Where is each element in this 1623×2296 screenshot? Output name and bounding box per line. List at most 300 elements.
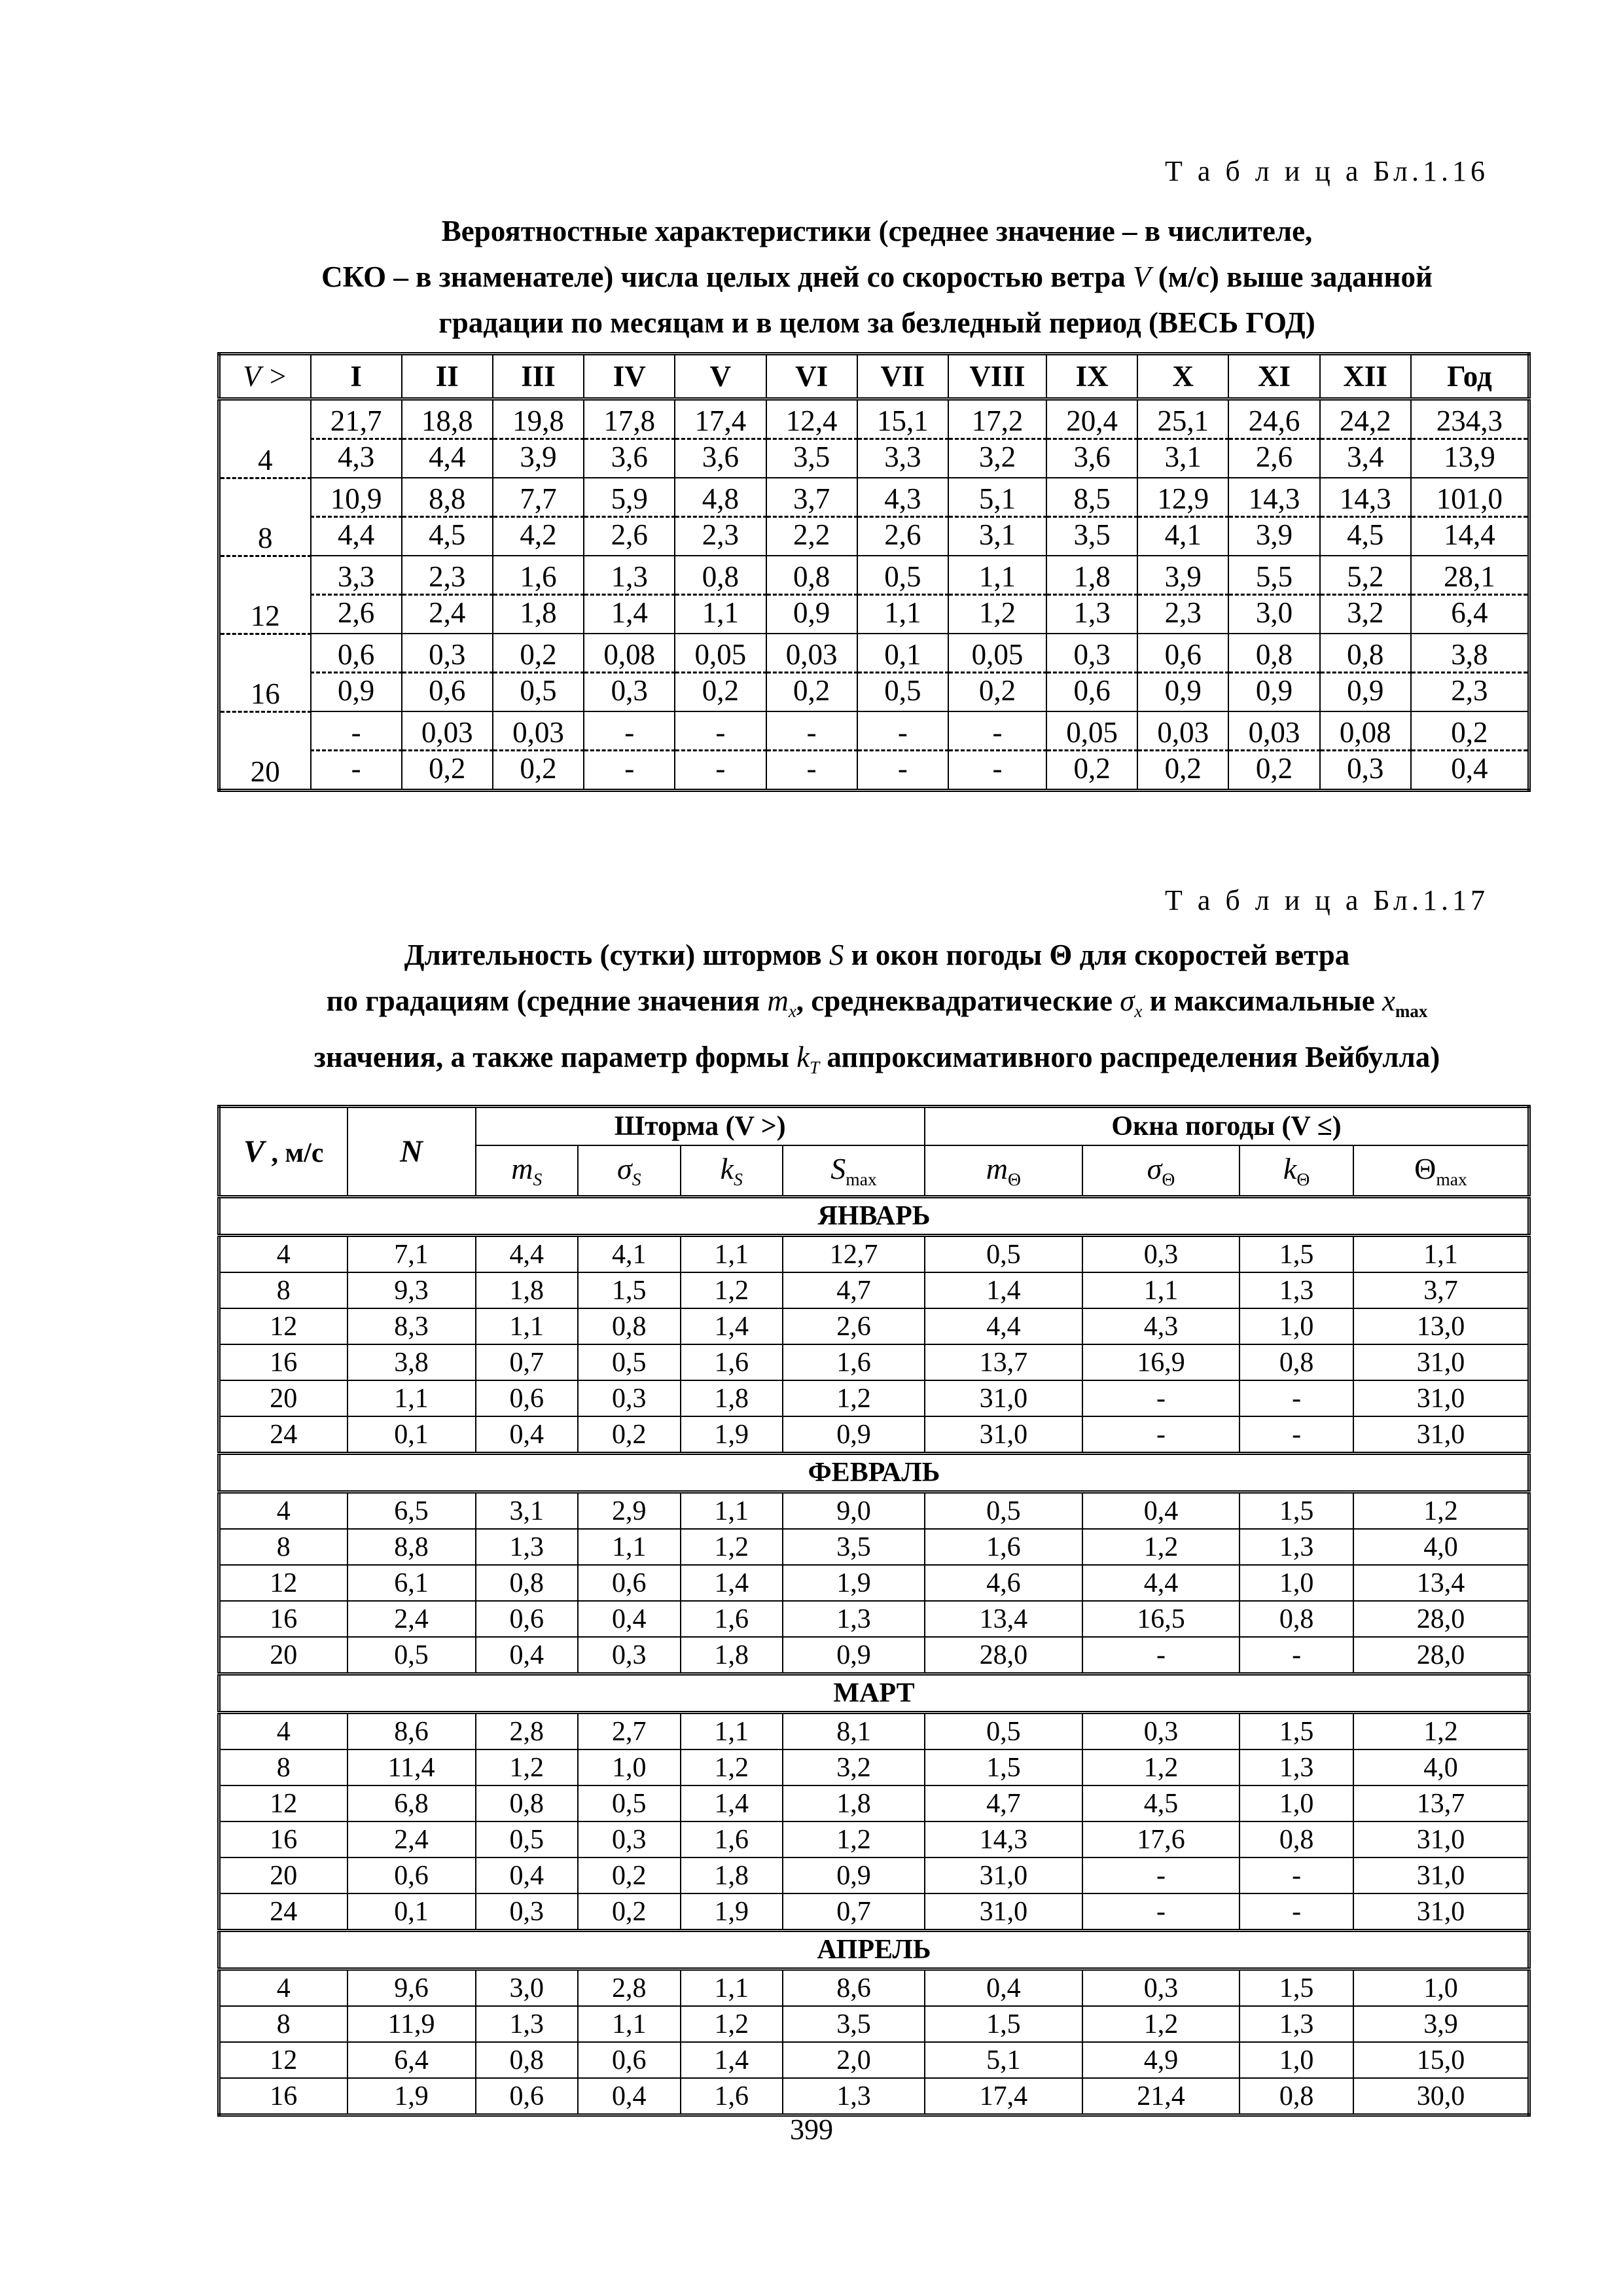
cell-sd: 3,1 xyxy=(948,517,1046,556)
table-cell: 1,1 xyxy=(681,1236,783,1273)
cell-mean: 24,2 xyxy=(1320,399,1411,439)
header-month: III xyxy=(493,354,584,399)
page-number: 399 xyxy=(790,2113,833,2145)
cell-mean: 14,3 xyxy=(1320,478,1411,517)
cell-mean: 12,9 xyxy=(1137,478,1228,517)
table-cell: 8 xyxy=(219,1272,348,1308)
cell-sd: 4,5 xyxy=(1320,517,1411,556)
cell-sd: 1,8 xyxy=(493,595,584,634)
table-row xyxy=(219,1236,1529,1273)
table-cell: 8,1 xyxy=(783,1713,925,1750)
table-cell: 3,7 xyxy=(1353,1272,1529,1308)
table-cell: 1,5 xyxy=(1240,1236,1353,1273)
cell-sd: 4,4 xyxy=(311,517,402,556)
table-row-sd xyxy=(219,673,1529,712)
cell-sd: 0,2 xyxy=(948,673,1046,712)
table-cell: 6,5 xyxy=(348,1492,476,1530)
cell-sd: 0,4 xyxy=(1411,751,1529,791)
table-cell: 2,7 xyxy=(578,1713,681,1750)
row-speed: 4 xyxy=(219,399,311,478)
table-cell: 4 xyxy=(219,1236,348,1273)
cell-sd: 3,9 xyxy=(1228,517,1319,556)
table-cell: 17,4 xyxy=(925,2078,1082,2115)
table-cell: 12 xyxy=(219,1785,348,1821)
table-cell: 1,3 xyxy=(1240,1749,1353,1785)
header-storms: Шторма (V >) xyxy=(476,1107,925,1146)
row-speed: 16 xyxy=(219,634,311,711)
table-cell: 1,8 xyxy=(476,1272,579,1308)
table-cell: 12,7 xyxy=(783,1236,925,1273)
table-cell: 1,9 xyxy=(681,1416,783,1454)
header-sub-col: $m_\Theta$ xyxy=(925,1145,1082,1197)
cell-mean: 0,03 xyxy=(1137,711,1228,751)
table-cell: 2,9 xyxy=(578,1492,681,1530)
cell-mean: 5,2 xyxy=(1320,556,1411,595)
cell-mean: 8,8 xyxy=(402,478,493,517)
table-cell: 0,5 xyxy=(925,1492,1082,1530)
table-cell: 1,0 xyxy=(578,1749,681,1785)
cell-sd: 0,6 xyxy=(1046,673,1137,712)
cell-sd: 0,2 xyxy=(675,673,766,712)
table-1-17-title xyxy=(157,932,1597,1090)
cell-sd: - xyxy=(766,751,857,791)
cell-sd: 4,2 xyxy=(493,517,584,556)
table-cell: 8,6 xyxy=(783,1969,925,2007)
cell-sd: 0,2 xyxy=(493,751,584,791)
cell-mean: 0,08 xyxy=(584,634,675,673)
header-sub-col: $\sigma_\Theta$ xyxy=(1082,1145,1240,1197)
table-row-mean xyxy=(219,399,1529,439)
table-cell: 16 xyxy=(219,1344,348,1380)
cell-mean: 0,03 xyxy=(1228,711,1319,751)
cell-mean: 17,8 xyxy=(584,399,675,439)
cell-sd: 0,9 xyxy=(311,673,402,712)
table-cell: 1,0 xyxy=(1353,1969,1529,2007)
table-row-sd xyxy=(219,595,1529,634)
table-cell: 1,2 xyxy=(476,1749,579,1785)
table-row xyxy=(219,1529,1529,1565)
table-row xyxy=(219,1601,1529,1637)
table-cell: 1,6 xyxy=(681,2078,783,2115)
table-cell: - xyxy=(1240,1380,1353,1416)
table-cell: 1,8 xyxy=(681,1637,783,1674)
cell-mean: - xyxy=(311,711,402,751)
cell-sd: 0,2 xyxy=(1228,751,1319,791)
month-heading: ФЕВРАЛЬ xyxy=(219,1454,1529,1492)
cell-mean: 0,2 xyxy=(1411,711,1529,751)
cell-mean: 10,9 xyxy=(311,478,402,517)
cell-mean: 17,2 xyxy=(948,399,1046,439)
cell-mean: 0,8 xyxy=(766,556,857,595)
table-cell: 11,9 xyxy=(348,2006,476,2042)
table-cell: 1,5 xyxy=(1240,1713,1353,1750)
header-sub-col: $k_S$ xyxy=(681,1145,783,1197)
table-cell: 0,9 xyxy=(783,1416,925,1454)
table-cell: 12 xyxy=(219,1565,348,1601)
table-cell: 4,6 xyxy=(925,1565,1082,1601)
table-cell: 3,1 xyxy=(476,1492,579,1530)
table-cell: 4 xyxy=(219,1492,348,1530)
cell-mean: 0,05 xyxy=(675,634,766,673)
table-cell: 4 xyxy=(219,1969,348,2007)
month-heading: ЯНВАРЬ xyxy=(219,1197,1529,1236)
table-cell: 1,1 xyxy=(681,1713,783,1750)
table-cell: 0,3 xyxy=(1082,1713,1240,1750)
table-cell: 0,4 xyxy=(476,1416,579,1454)
table-cell: 0,3 xyxy=(476,1893,579,1931)
cell-sd: 2,3 xyxy=(675,517,766,556)
cell-sd: 0,9 xyxy=(1137,673,1228,712)
table-1-17 xyxy=(217,1105,1531,2117)
table-cell: 3,2 xyxy=(783,1749,925,1785)
cell-sd: - xyxy=(948,751,1046,791)
table-cell: 1,1 xyxy=(578,2006,681,2042)
table-cell: 0,7 xyxy=(476,1344,579,1380)
table-cell: 0,6 xyxy=(476,1380,579,1416)
table-cell: 11,4 xyxy=(348,1749,476,1785)
table-cell: 0,5 xyxy=(578,1344,681,1380)
table-cell: 6,1 xyxy=(348,1565,476,1601)
cell-sd: 0,5 xyxy=(857,673,948,712)
header-sub-col: $\sigma_S$ xyxy=(578,1145,681,1197)
cell-mean: 0,5 xyxy=(857,556,948,595)
cell-mean: 3,3 xyxy=(311,556,402,595)
table-cell: 1,2 xyxy=(1082,1529,1240,1565)
table-row xyxy=(219,1893,1529,1931)
table-cell: 1,2 xyxy=(783,1821,925,1857)
header-sub-col: $\Theta_{max}$ xyxy=(1353,1145,1529,1197)
table-cell: 1,2 xyxy=(681,2006,783,2042)
table-cell: 1,5 xyxy=(1240,1969,1353,2007)
table-cell: 4,7 xyxy=(925,1785,1082,1821)
table-cell: 1,2 xyxy=(1082,1749,1240,1785)
cell-sd: 4,3 xyxy=(311,439,402,478)
table-cell: 4,4 xyxy=(925,1308,1082,1344)
table-cell: 0,5 xyxy=(578,1785,681,1821)
table-cell: 1,2 xyxy=(1353,1492,1529,1530)
table-cell: 0,1 xyxy=(348,1416,476,1454)
table-cell: 1,3 xyxy=(476,1529,579,1565)
table-cell: 16 xyxy=(219,1601,348,1637)
cell-sd: 1,3 xyxy=(1046,595,1137,634)
table-cell: - xyxy=(1082,1857,1240,1893)
header-month: VI xyxy=(766,354,857,399)
table-cell: 1,8 xyxy=(681,1380,783,1416)
header-month: X xyxy=(1137,354,1228,399)
cell-sd: 2,6 xyxy=(1228,439,1319,478)
table-cell: 0,5 xyxy=(476,1821,579,1857)
table-row xyxy=(219,2078,1529,2115)
table-row-mean xyxy=(219,711,1529,751)
table-cell: 0,4 xyxy=(578,1601,681,1637)
table-cell: 0,4 xyxy=(925,1969,1082,2007)
table-cell: 1,5 xyxy=(578,1272,681,1308)
table-cell: 2,6 xyxy=(783,1308,925,1344)
table-row xyxy=(219,1713,1529,1750)
table-cell: 1,3 xyxy=(476,2006,579,2042)
table-cell: 0,7 xyxy=(783,1893,925,1931)
cell-mean: 18,8 xyxy=(402,399,493,439)
table-cell: 3,5 xyxy=(783,2006,925,2042)
table-cell: 0,3 xyxy=(578,1380,681,1416)
cell-sd: 0,3 xyxy=(1320,751,1411,791)
cell-mean: 5,9 xyxy=(584,478,675,517)
header-sub-col: $m_S$ xyxy=(476,1145,579,1197)
cell-mean: 5,5 xyxy=(1228,556,1319,595)
cell-sd: 3,9 xyxy=(493,439,584,478)
table-cell: 20 xyxy=(219,1637,348,1674)
table-cell: 8 xyxy=(219,2006,348,2042)
table-row xyxy=(219,1344,1529,1380)
header-windows: Окна погоды (V ≤) xyxy=(925,1107,1529,1146)
cell-sd: 6,4 xyxy=(1411,595,1529,634)
table-cell: 13,0 xyxy=(1353,1308,1529,1344)
table-cell: 3,5 xyxy=(783,1529,925,1565)
table-row xyxy=(219,1416,1529,1454)
table-cell: 31,0 xyxy=(1353,1821,1529,1857)
table-cell: 31,0 xyxy=(925,1380,1082,1416)
header-sub-col: $S_{max}$ xyxy=(783,1145,925,1197)
table-cell: 0,2 xyxy=(578,1416,681,1454)
cell-mean: 0,03 xyxy=(766,634,857,673)
cell-mean: 0,05 xyxy=(948,634,1046,673)
table-row-sd xyxy=(219,517,1529,556)
table-cell: 1,1 xyxy=(476,1308,579,1344)
table-cell: 13,4 xyxy=(925,1601,1082,1637)
header-month: VII xyxy=(857,354,948,399)
cell-sd: 3,2 xyxy=(948,439,1046,478)
table-cell: 0,5 xyxy=(348,1637,476,1674)
table-cell: 1,4 xyxy=(681,1785,783,1821)
cell-sd: 2,4 xyxy=(402,595,493,634)
cell-sd: 4,5 xyxy=(402,517,493,556)
title-line-3: градации по месяцам и в целом за безледный период (ВЕСЬ ГОД) xyxy=(438,306,1315,339)
table-cell: 31,0 xyxy=(1353,1857,1529,1893)
table-row-mean xyxy=(219,556,1529,595)
table-cell: 1,3 xyxy=(1240,1272,1353,1308)
table-cell: 4,5 xyxy=(1082,1785,1240,1821)
table-1-17-label: Т а б л и ц а Бл.1.17 xyxy=(1164,884,1489,916)
table-cell: 8 xyxy=(219,1529,348,1565)
table-cell: 4,0 xyxy=(1353,1529,1529,1565)
table-cell: 1,1 xyxy=(681,1969,783,2007)
header-month: V xyxy=(675,354,766,399)
cell-sd: 2,6 xyxy=(584,517,675,556)
table-cell: 2,4 xyxy=(348,1601,476,1637)
table-cell: 30,0 xyxy=(1353,2078,1529,2115)
table-cell: 1,1 xyxy=(578,1529,681,1565)
cell-mean: - xyxy=(857,711,948,751)
table-cell: 3,8 xyxy=(348,1344,476,1380)
table-cell: 1,6 xyxy=(681,1821,783,1857)
table-cell: 0,8 xyxy=(1240,1344,1353,1380)
table-cell: 1,9 xyxy=(348,2078,476,2115)
table-cell: 17,6 xyxy=(1082,1821,1240,1857)
header-month: VIII xyxy=(948,354,1046,399)
table-cell: 0,4 xyxy=(476,1857,579,1893)
table-row xyxy=(219,1749,1529,1785)
cell-sd: 0,9 xyxy=(766,595,857,634)
cell-mean: 20,4 xyxy=(1046,399,1137,439)
table-cell: 4 xyxy=(219,1713,348,1750)
cell-sd: 3,2 xyxy=(1320,595,1411,634)
header-v: V , м/с xyxy=(219,1107,348,1197)
table-cell: 1,5 xyxy=(1240,1492,1353,1530)
title-line-2: по градациям (средние значения $m_x$, среднеквадратические $\sigma_x$ и максимальные $x_{max}$ xyxy=(326,984,1428,1021)
table-cell: 1,1 xyxy=(1082,1272,1240,1308)
table-cell: 1,5 xyxy=(925,1749,1082,1785)
cell-mean: 0,8 xyxy=(675,556,766,595)
header-month: IX xyxy=(1046,354,1137,399)
table-cell: 1,4 xyxy=(681,2042,783,2078)
cell-mean: 1,1 xyxy=(948,556,1046,595)
cell-mean: 3,8 xyxy=(1411,634,1529,673)
table-cell: 6,4 xyxy=(348,2042,476,2078)
cell-mean: - xyxy=(948,711,1046,751)
cell-sd: 1,4 xyxy=(584,595,675,634)
cell-sd: 3,5 xyxy=(766,439,857,478)
table-row-mean xyxy=(219,478,1529,517)
cell-mean: 0,6 xyxy=(311,634,402,673)
table-1-16 xyxy=(217,352,1531,792)
table-row xyxy=(219,1969,1529,2007)
header-month: II xyxy=(402,354,493,399)
table-cell: 3,9 xyxy=(1353,2006,1529,2042)
header-v: V > xyxy=(219,354,311,399)
table-cell: 31,0 xyxy=(925,1857,1082,1893)
table-cell: 31,0 xyxy=(1353,1344,1529,1380)
table-cell: 0,5 xyxy=(925,1236,1082,1273)
table-cell: 0,6 xyxy=(578,1565,681,1601)
table-row xyxy=(219,1272,1529,1308)
table-cell: 0,3 xyxy=(1082,1236,1240,1273)
cell-sd: 0,3 xyxy=(584,673,675,712)
table-cell: 28,0 xyxy=(925,1637,1082,1674)
title-line-1: Длительность (сутки) штормов S и окон погоды Θ для скоростей ветра xyxy=(404,939,1350,971)
table-cell: 1,5 xyxy=(925,2006,1082,2042)
table-cell: 16 xyxy=(219,1821,348,1857)
table-cell: 0,8 xyxy=(578,1308,681,1344)
cell-sd: 1,2 xyxy=(948,595,1046,634)
cell-sd: 3,1 xyxy=(1137,439,1228,478)
table-cell: 1,9 xyxy=(681,1893,783,1931)
table-cell: 0,8 xyxy=(476,2042,579,2078)
table-cell: 8 xyxy=(219,1749,348,1785)
table-cell: 1,2 xyxy=(783,1380,925,1416)
table-cell: - xyxy=(1082,1637,1240,1674)
table-cell: 0,9 xyxy=(783,1857,925,1893)
cell-sd: 1,1 xyxy=(675,595,766,634)
cell-mean: 0,05 xyxy=(1046,711,1137,751)
cell-mean: 3,9 xyxy=(1137,556,1228,595)
cell-sd: 0,2 xyxy=(766,673,857,712)
cell-sd: 1,1 xyxy=(857,595,948,634)
table-cell: 0,4 xyxy=(1082,1492,1240,1530)
cell-mean: 24,6 xyxy=(1228,399,1319,439)
table-cell: 9,3 xyxy=(348,1272,476,1308)
header-n: N xyxy=(348,1107,476,1197)
month-row xyxy=(219,1931,1529,1969)
table-header-row xyxy=(219,354,1529,399)
table-cell: 4,0 xyxy=(1353,1749,1529,1785)
cell-mean: 0,3 xyxy=(402,634,493,673)
table-cell: 8,3 xyxy=(348,1308,476,1344)
table-cell: 1,0 xyxy=(1240,1308,1353,1344)
table-cell: 9,6 xyxy=(348,1969,476,2007)
cell-sd: 0,2 xyxy=(1046,751,1137,791)
table-cell: 1,2 xyxy=(681,1749,783,1785)
table-cell: 0,3 xyxy=(578,1821,681,1857)
table-cell: 2,4 xyxy=(348,1821,476,1857)
cell-mean: 0,1 xyxy=(857,634,948,673)
table-cell: - xyxy=(1240,1416,1353,1454)
cell-mean: 17,4 xyxy=(675,399,766,439)
table-row xyxy=(219,2042,1529,2078)
table-cell: 13,4 xyxy=(1353,1565,1529,1601)
cell-sd: 0,2 xyxy=(402,751,493,791)
cell-sd: 3,4 xyxy=(1320,439,1411,478)
table-cell: - xyxy=(1240,1893,1353,1931)
table-cell: 1,8 xyxy=(783,1785,925,1821)
cell-mean: 4,3 xyxy=(857,478,948,517)
table-row-sd xyxy=(219,439,1529,478)
cell-mean: 0,8 xyxy=(1228,634,1319,673)
table-cell: 1,6 xyxy=(681,1344,783,1380)
table-cell: 0,6 xyxy=(476,2078,579,2115)
table-header-row xyxy=(219,1107,1529,1146)
cell-sd: - xyxy=(584,751,675,791)
table-cell: 0,1 xyxy=(348,1893,476,1931)
month-heading: АПРЕЛЬ xyxy=(219,1931,1529,1969)
table-cell: 14,3 xyxy=(925,1821,1082,1857)
table-cell: 15,0 xyxy=(1353,2042,1529,2078)
cell-mean: 1,8 xyxy=(1046,556,1137,595)
table-cell: 0,4 xyxy=(578,2078,681,2115)
table-cell: 31,0 xyxy=(1353,1380,1529,1416)
cell-mean: 4,8 xyxy=(675,478,766,517)
cell-sd: 2,2 xyxy=(766,517,857,556)
cell-mean: 14,3 xyxy=(1228,478,1319,517)
cell-mean: 28,1 xyxy=(1411,556,1529,595)
table-row xyxy=(219,1308,1529,1344)
cell-sd: 2,3 xyxy=(1137,595,1228,634)
table-cell: 1,1 xyxy=(1353,1236,1529,1273)
cell-mean: 0,2 xyxy=(493,634,584,673)
table-cell: 0,9 xyxy=(783,1637,925,1674)
table-row xyxy=(219,1492,1529,1530)
cell-sd: 0,9 xyxy=(1320,673,1411,712)
table-cell: 0,2 xyxy=(578,1857,681,1893)
header-month: I xyxy=(311,354,402,399)
table-row xyxy=(219,1565,1529,1601)
table-cell: 5,1 xyxy=(925,2042,1082,2078)
table-cell: 1,6 xyxy=(783,1344,925,1380)
table-cell: 0,3 xyxy=(578,1637,681,1674)
table-row-mean xyxy=(219,634,1529,673)
table-cell: 1,0 xyxy=(1240,1565,1353,1601)
cell-sd: - xyxy=(675,751,766,791)
table-cell: 4,7 xyxy=(783,1272,925,1308)
table-cell: 1,4 xyxy=(681,1308,783,1344)
cell-sd: 3,6 xyxy=(675,439,766,478)
table-cell: 0,8 xyxy=(1240,2078,1353,2115)
table-1-16-title xyxy=(157,208,1597,346)
table-cell: 1,2 xyxy=(681,1272,783,1308)
table-cell: 31,0 xyxy=(925,1416,1082,1454)
table-cell: 20 xyxy=(219,1857,348,1893)
table-cell: 3,0 xyxy=(476,1969,579,2007)
month-row xyxy=(219,1197,1529,1236)
